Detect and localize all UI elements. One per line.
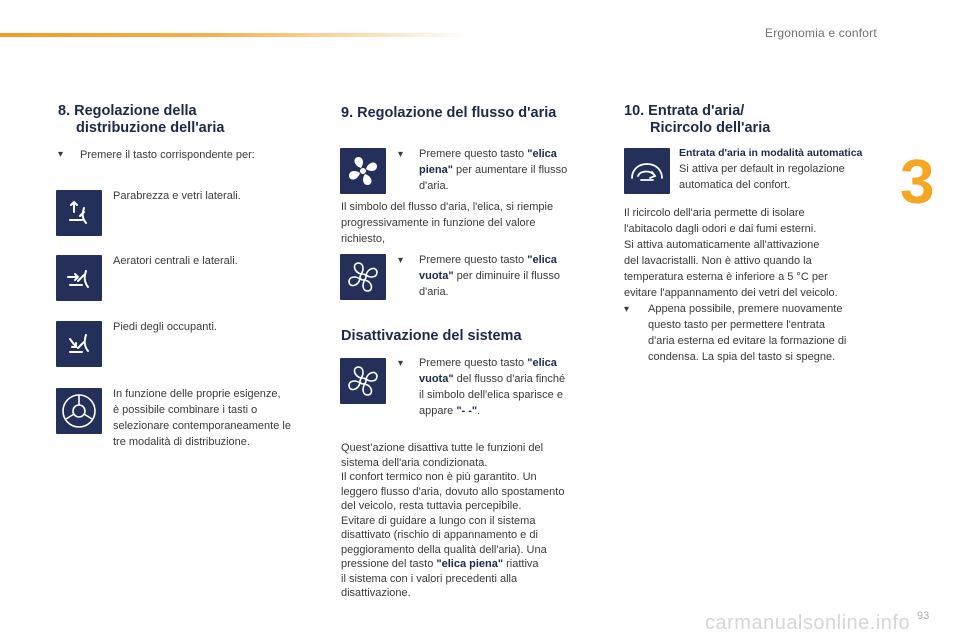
bullet-icon: ▾ [398,149,404,160]
recirculation-paragraph: Il ricircolo dell'aria permette di isolare l'abitacolo dagli odori e dai fumi esterni. Si attiva automaticamente all'attivazione del lavacristalli. Non è attivo quando la temperatura esterna è inferiore a 5 °C per evitare l'appannamento dei vetri del veicolo. [624,207,838,299]
header-accent-bar [0,33,470,37]
fan-decrease-text: Premere questo tasto "elica vuota" per diminuire il flusso d'aria. [419,254,560,298]
fan-full-icon [340,148,386,194]
section-10-title: 10. Entrata d'aria/ Ricircolo dell'aria [624,103,771,136]
bullet-icon: ▾ [624,304,630,315]
combine-modes-text: In funzione delle proprie esigenze, è possibile combinare i tasti o selezionare contemporaneamente le tre modalità di distribuzione. [113,388,291,448]
auto-mode-text: Entrata d'aria in modalità automatica Si attiva per default in regolazione automatica del confort. [679,147,863,191]
windscreen-icon [56,190,102,236]
system-off-bullet-text: Premere questo tasto "elica vuota" del flusso d'aria finché il simbolo dell'elica sparisce e appare "- -". [419,357,566,417]
watermark: carmanualsonline.info [705,612,911,634]
bullet-icon: ▾ [398,255,404,266]
section-9-title: 9. Regolazione del flusso d'aria [341,105,557,121]
fan-symbol-text: Il simbolo del flusso d'aria, l'elica, si riempie progressivamente in funzione del valore richiesto, [341,201,554,245]
recirculation-bullet-text: Appena possibile, premere nuovamente questo tasto per permettere l'entrata d'aria esterna ed evitare la formazione di condensa. La spia del tasto si spegne. [648,303,847,363]
section-8-title: 8. Regolazione della distribuzione dell'aria [58,103,225,136]
fan-empty-icon [340,358,386,404]
col1-bullet-text: Premere il tasto corrispondente per: [80,149,255,161]
section-title: Ergonomia e confort [765,26,877,40]
fan-empty-icon [340,254,386,300]
face-vents-text: Aeratori centrali e laterali. [113,255,238,267]
page-number: 93 [917,610,930,622]
bullet-icon: ▾ [58,149,64,160]
fan-increase-text: Premere questo tasto "elica piena" per aumentare il flusso d'aria. [419,148,568,192]
recirculation-icon [624,148,670,194]
distribution-dial-icon [56,388,102,434]
chapter-number: 3 [900,148,935,217]
windscreen-text: Parabrezza e vetri laterali. [113,190,241,202]
bullet-icon: ▾ [398,358,404,369]
feet-icon [56,321,102,367]
face-vents-icon [56,255,102,301]
system-off-title: Disattivazione del sistema [341,328,522,344]
system-off-paragraph: Quest'azione disattiva tutte le funzioni del sistema dell'aria condizionata. Il confort termico non è più garantito. Un leggero flusso d'aria, dovuto allo spostamento del veicolo, resta tuttavia percepibile. Evitare di guidare a lungo con il sistema disattivato (rischio di appannamento e di peggioramento della qualità dell'aria). Una pressione del tasto "elica piena" riattiva il sistema con i valori precedenti alla disattivazione. [341,442,565,599]
feet-text: Piedi degli occupanti. [113,321,217,333]
